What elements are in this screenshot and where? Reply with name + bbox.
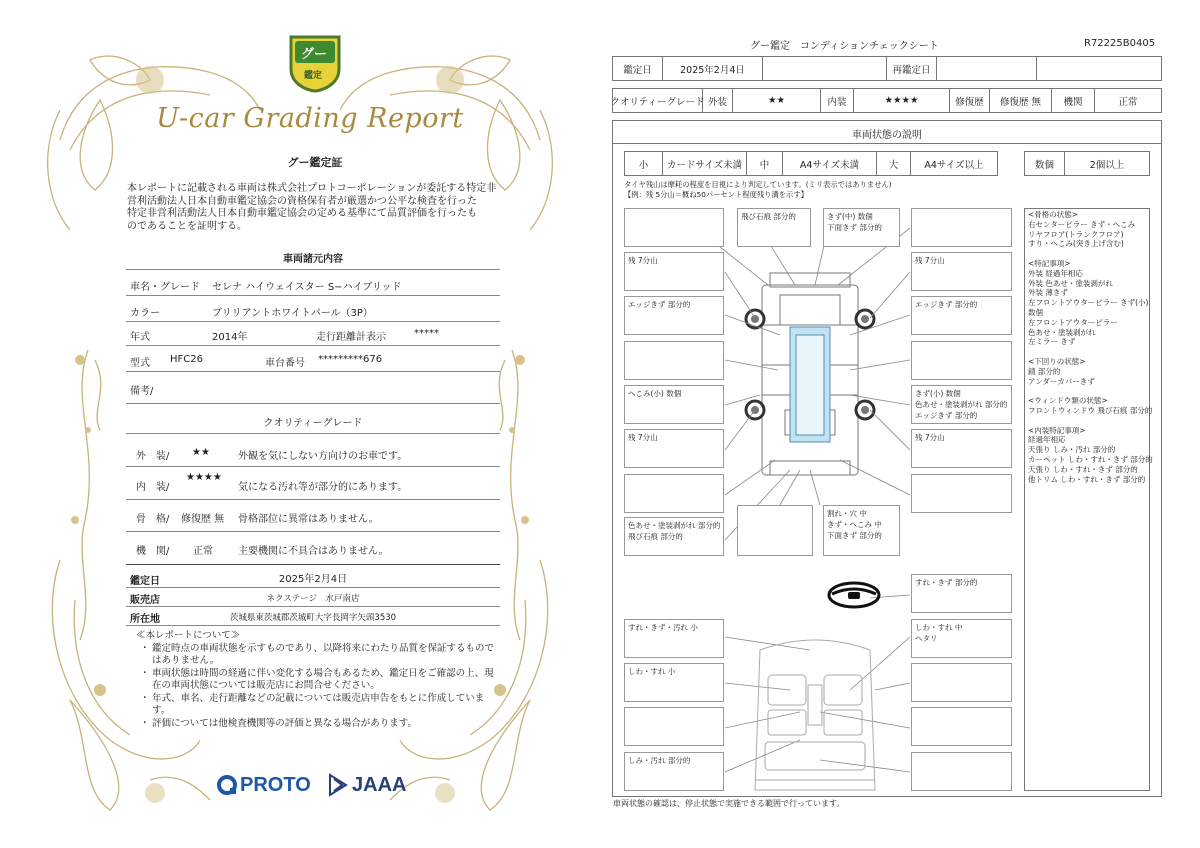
annotation-front-bumper: きず(中) 数個 下面きず 部分的 <box>823 208 900 247</box>
quality-engine-value: 正常 <box>193 546 213 557</box>
chassis-value: *********676 <box>318 354 383 365</box>
annotation-tire-rear-right: 残 7分山 <box>911 429 1012 468</box>
steering-wheel-icon <box>826 580 882 610</box>
quality-engine-desc: 主要機関に不具合はありません。 <box>238 546 389 557</box>
car-interior-diagram <box>740 630 890 795</box>
divider <box>126 531 500 532</box>
annotation-rear-right-quarter <box>911 474 1012 513</box>
side-note-line: 天張り しわ・すれ・きず 部分的 <box>1028 464 1138 474</box>
date-row-label: 鑑定日 <box>613 57 663 80</box>
color-label: カラー <box>130 308 160 319</box>
note-item: ・ 評価については他検査機関等の評価と異なる場合があります。 <box>140 718 500 731</box>
annotation-left-pillar: へこみ(小) 数個 <box>624 385 724 424</box>
condition-check-sheet <box>600 0 1200 848</box>
annotation-front-left <box>624 208 724 247</box>
model-label: 型式 <box>130 358 150 369</box>
annotation-rear-left: 色あせ・塗装剥がれ 部分的 飛び石痕 部分的 <box>624 517 724 556</box>
certificate-title: グー鑑定証 <box>287 156 343 169</box>
side-note-line: 外装 経過年相応 <box>1028 268 1083 278</box>
annotation-interior-mid-right <box>911 663 1012 702</box>
side-note-line <box>1028 347 1153 357</box>
side-note-line <box>1028 249 1153 259</box>
side-note-line: 左フロントアウターピラー <box>1028 317 1118 327</box>
name-value: セレナ ハイウェイスター S−ハイブリッド <box>212 282 402 293</box>
quality-ext-value: ★★ <box>192 447 210 458</box>
side-note-line: すり・へこみ(突き上げ含む) <box>1028 239 1124 249</box>
annotation-left-door <box>624 341 724 380</box>
note-item: ・ 車両状態は時間の経過に伴い変化する場合もあるため、鑑定日をご確認の上、現在の車両状態については販売店にお問合せください。 <box>140 668 500 693</box>
color-value: ブリリアントホワイトパール（3P） <box>212 308 373 319</box>
annotation-rear-left-quarter <box>624 474 724 513</box>
badge-top-text: グー <box>301 47 328 62</box>
quality-int-desc: 気になる汚れ等が部分的にあります。 <box>238 482 408 493</box>
quality-int-label: 内 装/ <box>136 482 170 493</box>
annotation-tire-front-right: 残 7分山 <box>911 252 1012 291</box>
side-note-line: 数個 <box>1028 307 1043 317</box>
divider <box>126 606 500 607</box>
side-note-line: 他トリム しわ・すれ・きず 部分的 <box>1028 474 1146 484</box>
quality-engine-label: 機 関/ <box>136 546 170 557</box>
date-row-value: 2025年2月4日 <box>663 57 763 80</box>
side-note-line: 錆 部分的 <box>1028 366 1061 376</box>
jaaa-logo-text: JAAA <box>352 773 407 796</box>
side-note-line: 色あせ・塗装剥がれ <box>1028 327 1096 337</box>
side-note-line: <ウィンドウ類の状態> <box>1028 396 1108 406</box>
annotation-right-pillar: きず(小) 数個 色あせ・塗装剥がれ 部分的 エッジきず 部分的 <box>911 385 1012 424</box>
proto-logo-icon <box>216 774 238 796</box>
year-label: 年式 <box>130 332 150 343</box>
annotation-steering: すれ・きず 部分的 <box>911 574 1012 613</box>
divider <box>126 564 500 565</box>
divider <box>126 587 500 588</box>
note-item: ・ 鑑定時点の車両状態を示すものであり、以降将来にわたり品質を保証するものではありません。 <box>140 643 500 668</box>
goo-badge-icon <box>287 33 343 93</box>
tire-note-1: タイヤ残山は摩耗の程度を目視により判定しています。(ミリ表示ではありません) <box>624 180 892 189</box>
name-label: 車名・グレード <box>130 282 200 293</box>
legend-small-desc: カードサイズ未満 <box>663 152 747 175</box>
legend-mid-desc: A4サイズ未満 <box>783 152 877 175</box>
divider <box>126 625 500 626</box>
side-note-line: リヤフロア(トランクフロア) <box>1028 229 1124 239</box>
side-note-line <box>1028 416 1153 426</box>
legend-count: 数個 <box>1025 152 1065 175</box>
shop-label: 販売店 <box>130 595 160 606</box>
engine-value: 正常 <box>1118 96 1138 108</box>
side-notes-text <box>1028 210 1153 484</box>
divider <box>126 269 500 270</box>
proto-logo <box>216 772 311 798</box>
legend-small: 小 <box>625 152 663 175</box>
tire-note-2: 【例：残 5分山＝概ね50パーセント程度残り溝を示す】 <box>624 190 808 199</box>
annotation-interior-mid-left: しわ・すれ 小 <box>624 663 724 702</box>
side-note-line: 外装 薄きず <box>1028 288 1068 298</box>
ext-value: ★★ <box>733 89 821 112</box>
divider <box>126 403 500 404</box>
notes-title: ≪本レポートについて≫ <box>136 630 241 641</box>
quality-frame-desc: 骨格部位に異常はありません。 <box>238 514 379 525</box>
divider <box>126 321 500 322</box>
qg-label: クオリティーグレード <box>613 89 703 112</box>
explain-title: 車両状態の説明 <box>852 130 922 141</box>
specs-title: 車両諸元内容 <box>283 254 343 265</box>
proto-logo-text: PROTO <box>240 773 311 796</box>
certificate-line: 営利活動法人日本自動車鑑定協会の資格保有者が厳選かつ公平な検査を行った <box>127 195 477 207</box>
side-note-line: 天張り しみ・汚れ 部分的 <box>1028 445 1116 455</box>
annotation-interior-front-right: しわ・すれ 中 ヘタリ <box>911 619 1012 658</box>
annotation-rear-glass <box>737 505 813 556</box>
quality-ext-desc: 外観を気にしない方向けのお車です。 <box>238 451 408 462</box>
int-label: 内装 <box>821 89 854 112</box>
remarks-label: 備考/ <box>130 386 154 397</box>
annotation-interior-rear-left <box>624 707 724 746</box>
side-note-line: <特記事項> <box>1028 258 1071 268</box>
certificate-text <box>127 183 507 233</box>
annotation-right-door <box>911 341 1012 380</box>
sheet-title: グー鑑定 コンディションチェックシート <box>750 41 939 52</box>
side-note-line: 外装 色あせ・塗装剥がれ <box>1028 278 1113 288</box>
date-value: 2025年2月4日 <box>278 574 348 585</box>
legend-count-desc: 2個以上 <box>1089 159 1125 171</box>
jaaa-logo <box>328 772 406 798</box>
sheet-footer: 車両状態の確認は、停止状態で実施できる範囲で行っています。 <box>613 799 845 808</box>
side-note-line: <内装特記事項> <box>1028 425 1086 435</box>
divider <box>126 499 500 500</box>
side-note-line: 左フロントアウターピラー きず(小) <box>1028 298 1149 308</box>
repair-value: 修復歴 無 <box>990 89 1052 112</box>
engine-label: 機関 <box>1052 89 1095 112</box>
side-note-line: カーペット しわ・すれ・きず 部分的 <box>1028 454 1153 464</box>
certificate-line: 特定非営利活動法人日本自動車鑑定協会の定める基準にて品質評価を行ったも <box>127 208 477 219</box>
annotation-front-right <box>911 208 1012 247</box>
quality-int-value: ★★★★ <box>186 472 222 483</box>
annotation-rear-bumper: 割れ・穴 中 きず・へこみ 中 下面きず 部分的 <box>823 505 900 556</box>
sheet-id: R72225B0405 <box>1084 38 1156 49</box>
quality-ext-label: 外 装/ <box>136 451 170 462</box>
side-note-line: <下回りの状態> <box>1028 356 1086 366</box>
note-item: ・ 年式、車名、走行距離などの記載については販売店申告をもとに作成しています。 <box>140 693 500 718</box>
certificate-line: 本レポートに記載される車両は株式会社プロトコーポレーションが委託する特定非 <box>127 183 497 194</box>
divider <box>126 466 500 467</box>
address-label: 所在地 <box>130 614 160 625</box>
reinspect-label: 再鑑定日 <box>887 57 937 80</box>
certificate-line: のであることを証明する。 <box>127 220 247 232</box>
jaaa-logo-icon <box>328 773 348 797</box>
annotation-right-fender: エッジきず 部分的 <box>911 296 1012 335</box>
int-value: ★★★★ <box>854 89 950 112</box>
date-label: 鑑定日 <box>130 576 160 587</box>
ext-label: 外装 <box>703 89 733 112</box>
report-notes <box>136 630 500 730</box>
side-note-line: フロントウィンドウ 飛び石痕 部分的 <box>1028 405 1153 415</box>
annotation-front-glass: 飛び石痕 部分的 <box>737 208 811 247</box>
quality-title: クオリティーグレード <box>263 418 363 429</box>
divider <box>126 433 500 434</box>
quality-frame-value: 修復歴 無 <box>181 514 225 525</box>
model-value: HFC26 <box>170 354 203 365</box>
repair-label: 修復歴 <box>950 89 990 112</box>
divider <box>126 295 500 296</box>
side-note-line: 経過年相応 <box>1028 435 1066 445</box>
annotation-interior-trunk <box>911 752 1012 791</box>
divider <box>126 371 500 372</box>
annotation-interior-front-left: すれ・きず・汚れ 小 <box>624 619 724 658</box>
side-note-line: <骨格の状態> <box>1028 210 1079 219</box>
chassis-label: 車台番号 <box>265 358 305 369</box>
shop-value: ネクステージ 水戸南店 <box>266 594 360 604</box>
report-title: U-car Grading Report <box>156 103 464 134</box>
mileage-label: 走行距離計表示 <box>316 332 386 343</box>
divider <box>126 345 500 346</box>
annotation-tire-front-left: 残 7分山 <box>624 252 724 291</box>
legend-large: 大 <box>877 152 911 175</box>
side-note-line <box>1028 386 1153 396</box>
annotation-tire-rear-left: 残 7分山 <box>624 429 724 468</box>
side-note-line: 右センターピラー きず・へこみ <box>1028 219 1136 229</box>
badge-bottom-text: 鑑定 <box>304 71 323 81</box>
legend-mid: 中 <box>747 152 783 175</box>
side-note-line: 左ミラー きず <box>1028 337 1076 347</box>
mileage-value: ***** <box>414 328 439 339</box>
side-note-line: アンダーカバーきず <box>1028 376 1095 386</box>
year-value: 2014年 <box>212 332 248 343</box>
annotation-interior-rear-right <box>911 707 1012 746</box>
annotation-interior-ceiling: しみ・汚れ 部分的 <box>624 752 724 791</box>
quality-frame-label: 骨 格/ <box>136 514 170 525</box>
legend-large-desc: A4サイズ以上 <box>924 159 984 171</box>
annotation-left-fender: エッジきず 部分的 <box>624 296 724 335</box>
address-value: 茨城県東茨城郡茨城町大字長岡字矢頭3530 <box>229 613 397 623</box>
